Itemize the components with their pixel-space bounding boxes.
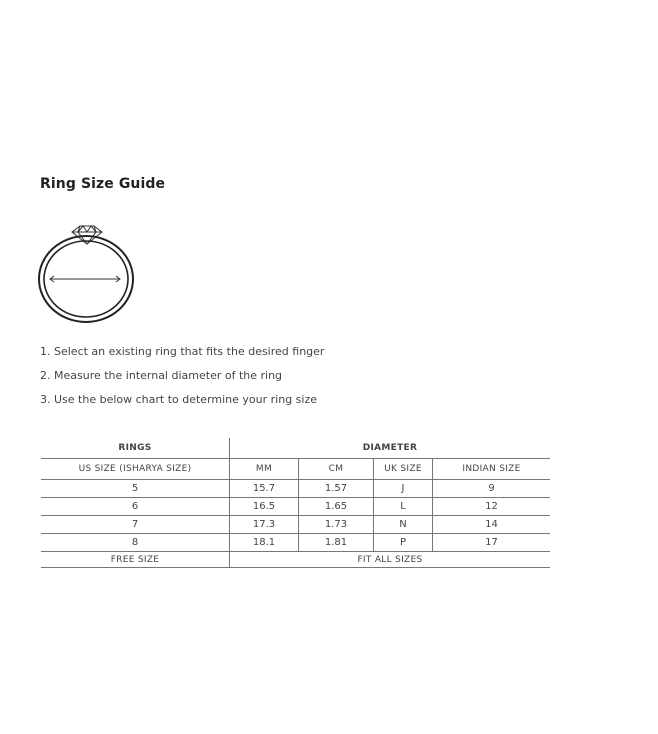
table-cell: 17 (433, 534, 551, 552)
table-cell: 1.73 (299, 516, 374, 534)
table-cell: 6 (41, 498, 230, 516)
column-header: US SIZE (ISHARYA SIZE) (41, 459, 230, 480)
table-cell: 18.1 (230, 534, 299, 552)
table-row (41, 480, 550, 498)
ring-size-table (41, 438, 550, 568)
table-cell: 16.5 (230, 498, 299, 516)
table-column-header-row (41, 459, 550, 480)
table-cell: L (374, 498, 433, 516)
table-cell: P (374, 534, 433, 552)
diameter-arrow-icon (50, 276, 120, 282)
table-row (41, 516, 550, 534)
column-header: MM (230, 459, 299, 480)
table-cell: 12 (433, 498, 551, 516)
table-cell: 1.65 (299, 498, 374, 516)
free-size-label: FREE SIZE (41, 552, 230, 568)
table-cell: 5 (41, 480, 230, 498)
table-row (41, 498, 550, 516)
group-header-rings: RINGS (118, 443, 152, 453)
column-header: INDIAN SIZE (433, 459, 551, 480)
table-row (41, 534, 550, 552)
table-cell: 8 (41, 534, 230, 552)
table-cell: 14 (433, 516, 551, 534)
table-cell: 15.7 (230, 480, 299, 498)
table-cell: N (374, 516, 433, 534)
column-header: UK SIZE (374, 459, 433, 480)
table-cell: 1.81 (299, 534, 374, 552)
table-cell: J (374, 480, 433, 498)
table-row-free-size (41, 552, 550, 568)
table-cell: 7 (41, 516, 230, 534)
table-cell: 17.3 (230, 516, 299, 534)
table-cell: 9 (433, 480, 551, 498)
ring-with-diamond-diameter-icon (36, 222, 140, 328)
instruction-step: 1. Select an existing ring that fits the desired finger (40, 345, 325, 358)
page-title: Ring Size Guide (40, 176, 166, 192)
column-header: CM (299, 459, 374, 480)
instruction-step: 3. Use the below chart to determine your ring size (40, 393, 318, 406)
group-header-diameter: DIAMETER (230, 438, 551, 459)
instructions-list (40, 343, 324, 415)
table-group-header-row (41, 438, 550, 459)
instruction-step: 2. Measure the internal diameter of the ring (40, 369, 283, 382)
table-cell: 1.57 (299, 480, 374, 498)
free-size-value: FIT ALL SIZES (230, 552, 551, 568)
